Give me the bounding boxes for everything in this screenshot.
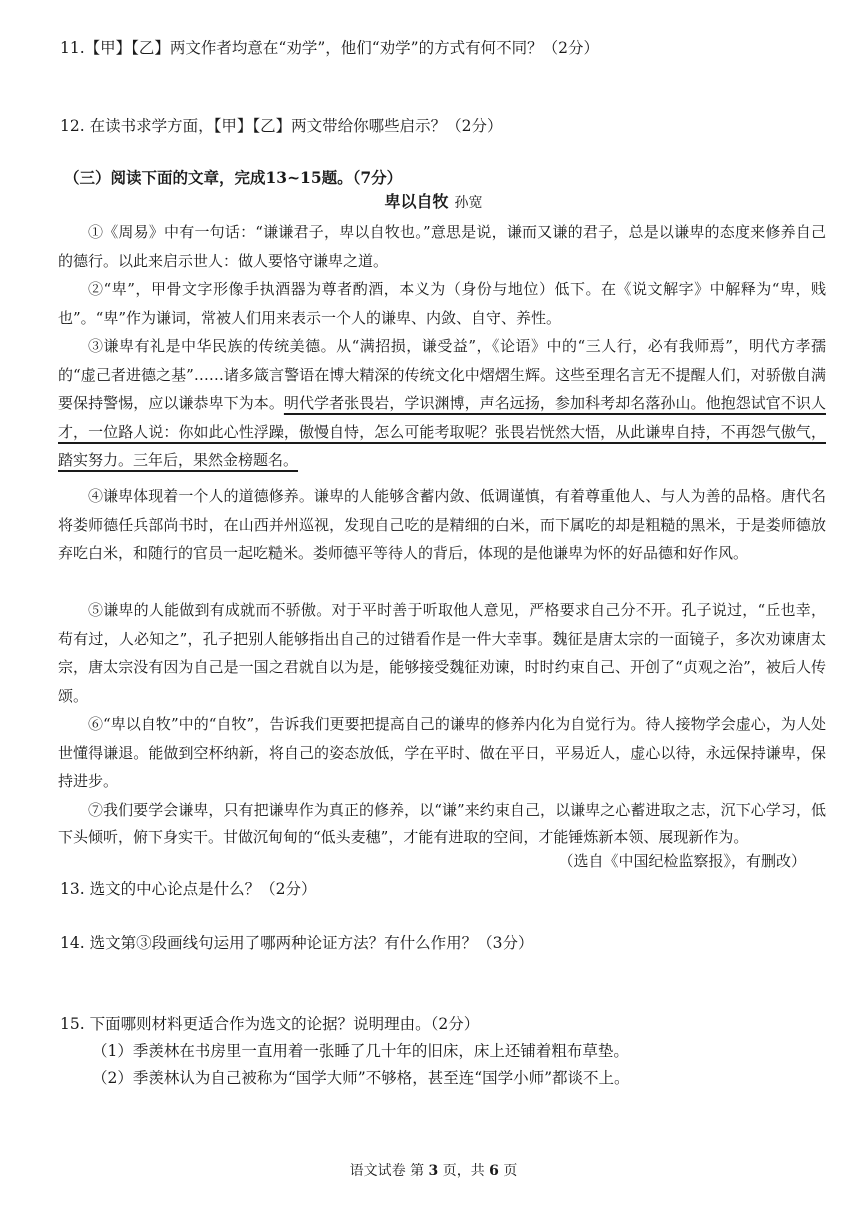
question-15-option-2: （2）季羡林认为自己被称为“国学大师”不够格，甚至连“国学小师”都谈不上。 [92, 1069, 630, 1087]
footer-page-mid: 页，共 [442, 1163, 485, 1179]
section-heading: （三）阅读下面的文章，完成13~15题。（7分） [64, 168, 403, 187]
footer-page-number: 3 [428, 1163, 439, 1179]
paragraph-4: ④谦卑体现着一个人的道德修养。谦卑的人能够含蓄内敛、低调谨慎，有着尊重他人、与人为善的品格。唐代名将娄师德任兵部尚书时，在山西并州巡视，发现自己吃的是精细的白米，而下属吃的却是粗糙的黑米，于是娄师德放弃吃白米，和随行的官员一起吃糙米。娄师德平等待人的背后，体现的是他谦卑为怀的好品德和好作风。 [58, 487, 826, 563]
footer-subject: 语文试卷 [349, 1163, 406, 1179]
question-15-option-1: （1）季羡林在书房里一直用着一张睡了几十年的旧床，床上还铺着粗布草垫。 [92, 1042, 629, 1060]
paragraph-3 [58, 332, 826, 475]
question-14: 14. 选文第③段画线句运用了哪两种论证方法？有什么作用？（3分） [60, 934, 534, 952]
article-title [0, 191, 867, 214]
paragraph-2: ②“卑”，甲骨文字形像手执酒器为尊者酌酒，本义为（身份与地位）低下。在《说文解字》中解释为“卑，贱也”。“卑”作为谦词，常被人们用来表示一个人的谦卑、内敛、自守、养性。 [58, 280, 826, 327]
page-footer [0, 1161, 867, 1181]
question-11: 11.【甲】【乙】两文作者均意在“劝学”，他们“劝学”的方式有何不同？（2分） [60, 39, 599, 57]
paragraph-3-text: ③谦卑有礼是中华民族的传统美德。从“满招损，谦受益”，《论语》中的“三人行，必有我师焉”，明代方孝孺的“虚己者进德之基”……诸多箴言警语在博大精深的传统文化中熠熠生辉。这些至理名言无不提醒人们，对骄傲自满要保持警惕，应以谦恭卑下为本。 [58, 337, 826, 413]
paragraph-6: ⑥“卑以自牧”中的“自牧”，告诉我们更要把提高自己的谦卑的修养内化为自觉行为。待人接物学会虚心，为人处世懂得谦退。能做到空杯纳新，将自己的姿态放低，学在平时、做在平日，平易近人，虚心以待，永远保持谦卑，保持进步。 [58, 715, 826, 791]
question-13: 13. 选文的中心论点是什么？（2分） [60, 880, 317, 898]
footer-page-total: 6 [489, 1163, 499, 1179]
paragraph-3-underlined-sentence: 明代学者张畏岩，学识渊博，声名远扬，参加科考却名落孙山。他抱怨试官不识人才，一位路人说：你如此心性浮躁，傲慢自恃，怎么可能考取呢？张畏岩恍然大悟，从此谦卑自持，不再怨气傲气，踏实努力。三年后，果然金榜题名。 [58, 394, 826, 470]
paragraph-7: ⑦我们要学会谦卑，只有把谦卑作为真正的修养，以“谦”来约束自己，以谦卑之心蓄进取之志，沉下心学习，低下头倾听，俯下身实干。甘做沉甸甸的“低头麦穗”，才能有进取的空间，才能锤炼新本领、展现新作为。 [58, 801, 826, 846]
article-source: （选自《中国纪检监察报》，有删改） [558, 852, 806, 870]
footer-page-suffix: 页 [503, 1163, 518, 1179]
footer-page-prefix: 第 [410, 1163, 425, 1179]
article-title-text: 卑以自牧 [384, 192, 449, 211]
question-15: 15. 下面哪则材料更适合作为选文的论据？说明理由。（2分） [60, 1015, 480, 1033]
paragraph-5: ⑤谦卑的人能做到有成就而不骄傲。对于平时善于听取他人意见，严格要求自己分不开。孔子说过，“丘也幸，苟有过，人必知之”，孔子把别人能够指出自己的过错看作是一件大幸事。魏征是唐太宗的一面镜子，多次劝谏唐太宗，唐太宗没有因为自己是一国之君就自以为是，能够接受魏征劝谏，时时约束自己、开创了“贞观之治”，被后人传颂。 [58, 601, 826, 705]
paragraph-1: ①《周易》中有一句话：“谦谦君子，卑以自牧也。”意思是说，谦而又谦的君子，总是以谦卑的态度来修养自己的德行。以此来启示世人：做人要恪守谦卑之道。 [58, 223, 826, 270]
article-author: 孙宽 [454, 195, 483, 211]
question-12: 12. 在读书求学方面，【甲】【乙】两文带给你哪些启示？（2分） [60, 117, 503, 135]
